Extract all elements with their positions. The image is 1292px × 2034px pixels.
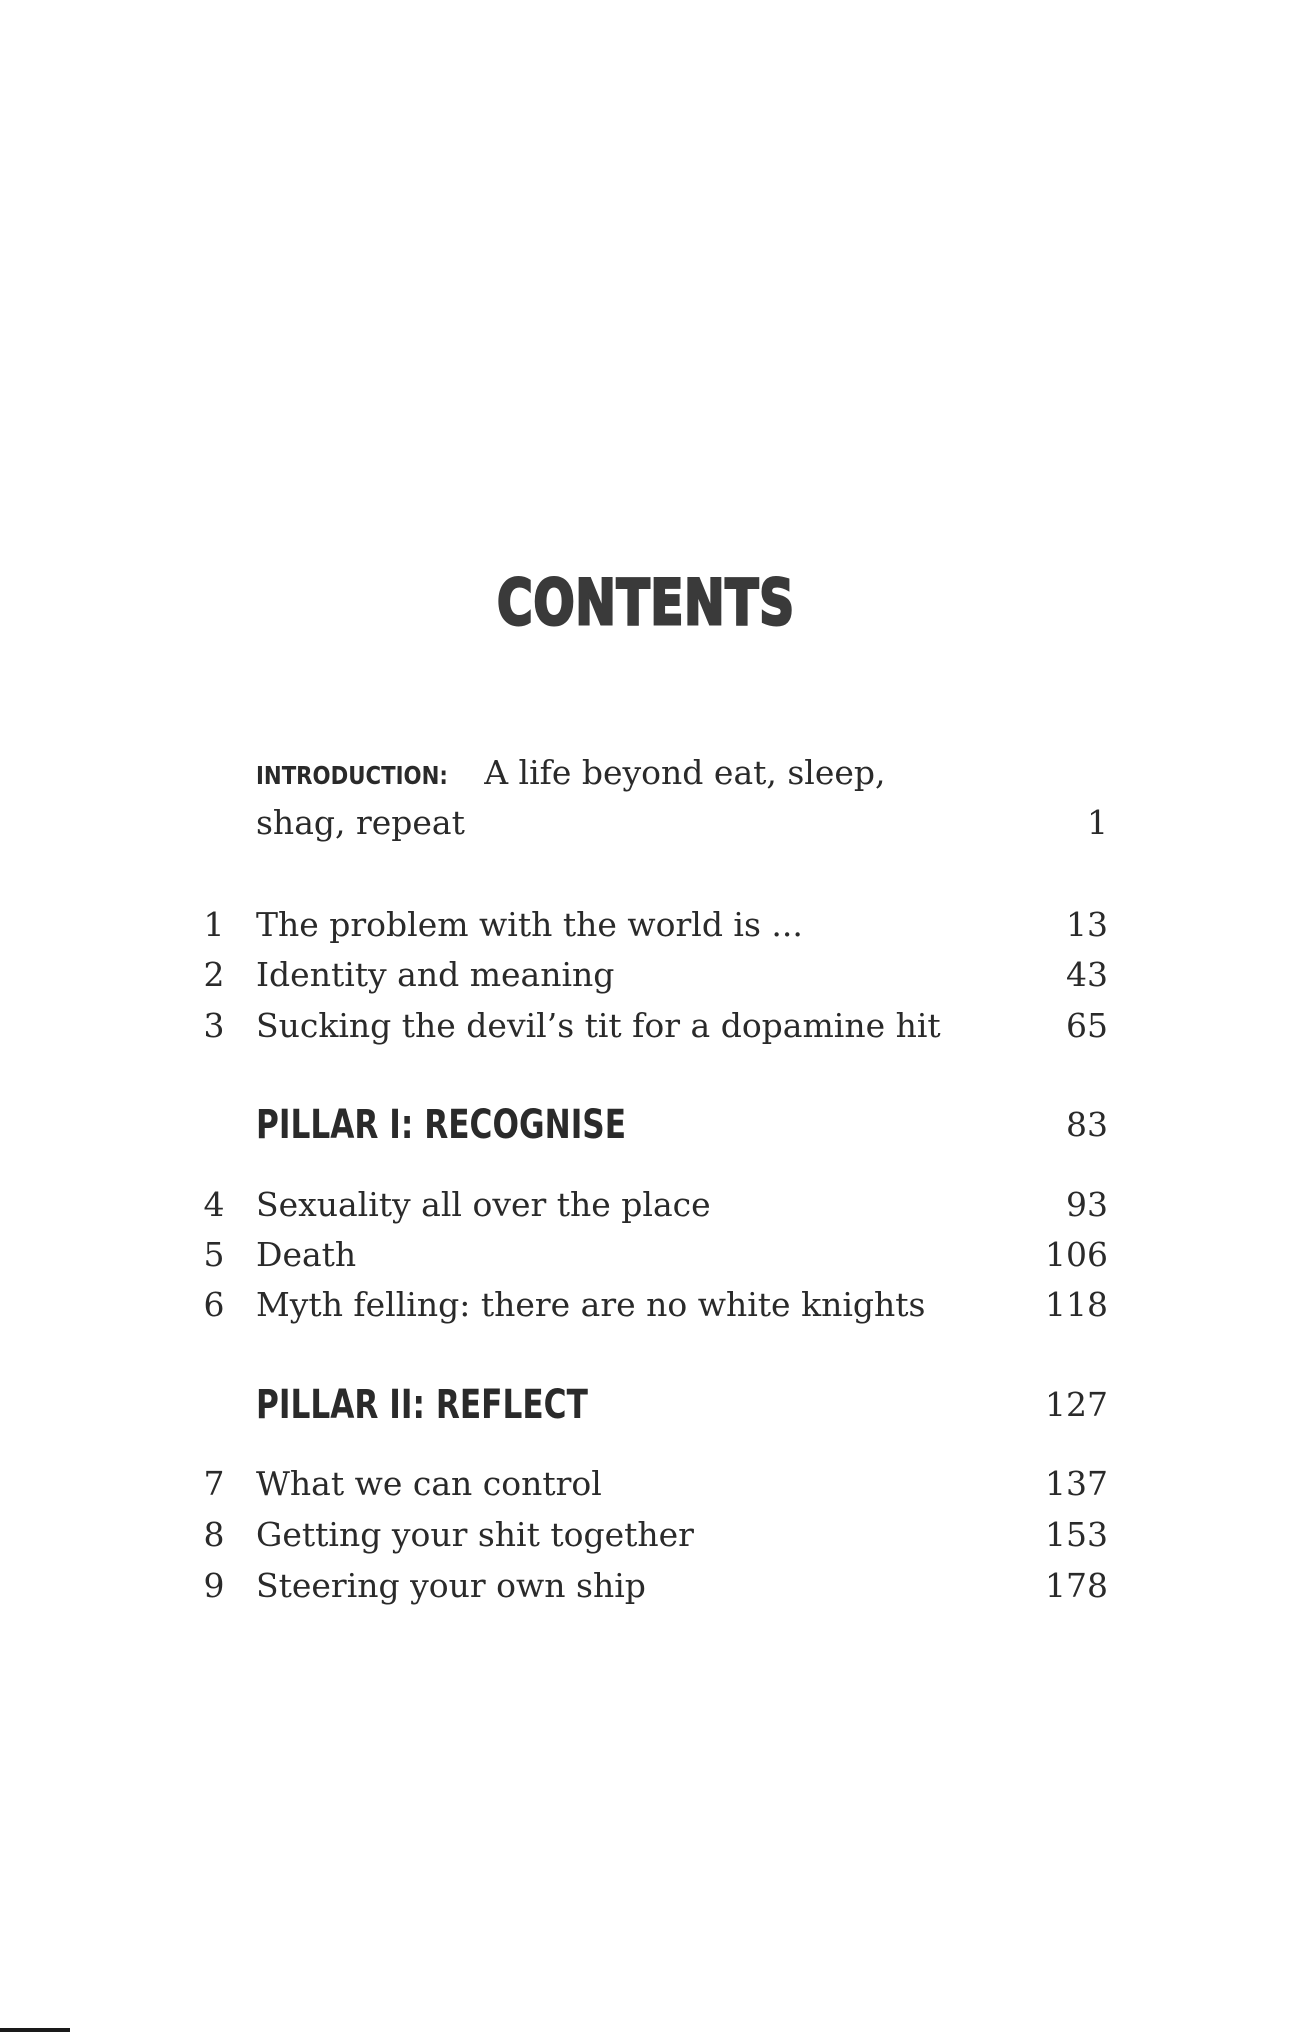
introduction-title-line2: shag, repeat (256, 803, 465, 842)
chapter-number: 1 (203, 905, 225, 944)
chapter-number: 3 (203, 1006, 225, 1045)
toc-chapter-row (0, 1180, 1292, 1230)
toc-chapter-row (0, 1510, 1292, 1560)
chapter-title: Sexuality all over the place (256, 1185, 711, 1224)
page-title (142, 566, 1150, 639)
toc-introduction-line2 (0, 798, 1292, 848)
introduction-page-number: 1 (1087, 803, 1108, 842)
chapter-number: 2 (203, 955, 225, 994)
pillar-title: PILLAR II: REFLECT (256, 1382, 588, 1428)
chapter-page-number: 93 (1066, 1185, 1108, 1224)
toc-chapter-row (0, 950, 1292, 1000)
chapter-page-number: 153 (1045, 1515, 1108, 1554)
chapter-number: 8 (203, 1515, 225, 1554)
toc-introduction-line1 (0, 748, 1292, 798)
chapter-title: Identity and meaning (256, 955, 615, 994)
chapter-title: The problem with the world is ... (256, 905, 803, 944)
pillar-page-number: 83 (1066, 1105, 1108, 1144)
chapter-page-number: 178 (1045, 1566, 1108, 1605)
pillar-page-number: 127 (1045, 1385, 1108, 1424)
chapter-page-number: 13 (1066, 905, 1108, 944)
scan-edge-mark (0, 2028, 70, 2032)
toc-chapter-row (0, 1561, 1292, 1611)
chapter-number: 9 (203, 1566, 225, 1605)
chapter-page-number: 106 (1045, 1235, 1108, 1274)
chapter-title: What we can control (256, 1464, 602, 1503)
chapter-number: 6 (203, 1285, 225, 1324)
chapter-page-number: 137 (1045, 1464, 1108, 1503)
toc-chapter-row (0, 1280, 1292, 1330)
chapter-number: 7 (203, 1464, 225, 1503)
chapter-number: 5 (203, 1235, 225, 1274)
chapter-title: Sucking the devil’s tit for a dopamine hit (256, 1006, 941, 1045)
toc-pillar-row (0, 1380, 1292, 1430)
toc-chapter-row (0, 900, 1292, 950)
chapter-title: Death (256, 1235, 357, 1274)
chapter-page-number: 118 (1045, 1285, 1108, 1324)
toc-pillar-row (0, 1100, 1292, 1150)
toc-chapter-row (0, 1230, 1292, 1280)
chapter-number: 4 (203, 1185, 225, 1224)
chapter-page-number: 65 (1066, 1006, 1108, 1045)
chapter-title: Getting your shit together (256, 1515, 694, 1554)
chapter-title: Myth felling: there are no white knights (256, 1285, 926, 1324)
toc-chapter-row (0, 1001, 1292, 1051)
toc-chapter-row (0, 1459, 1292, 1509)
chapter-page-number: 43 (1066, 955, 1108, 994)
introduction-label: INTRODUCTION: (256, 761, 448, 790)
chapter-title: Steering your own ship (256, 1566, 646, 1605)
page-title-text: CONTENTS (497, 566, 795, 639)
pillar-title: PILLAR I: RECOGNISE (256, 1102, 627, 1148)
introduction-title-line1: A life beyond eat, sleep, (484, 753, 886, 792)
